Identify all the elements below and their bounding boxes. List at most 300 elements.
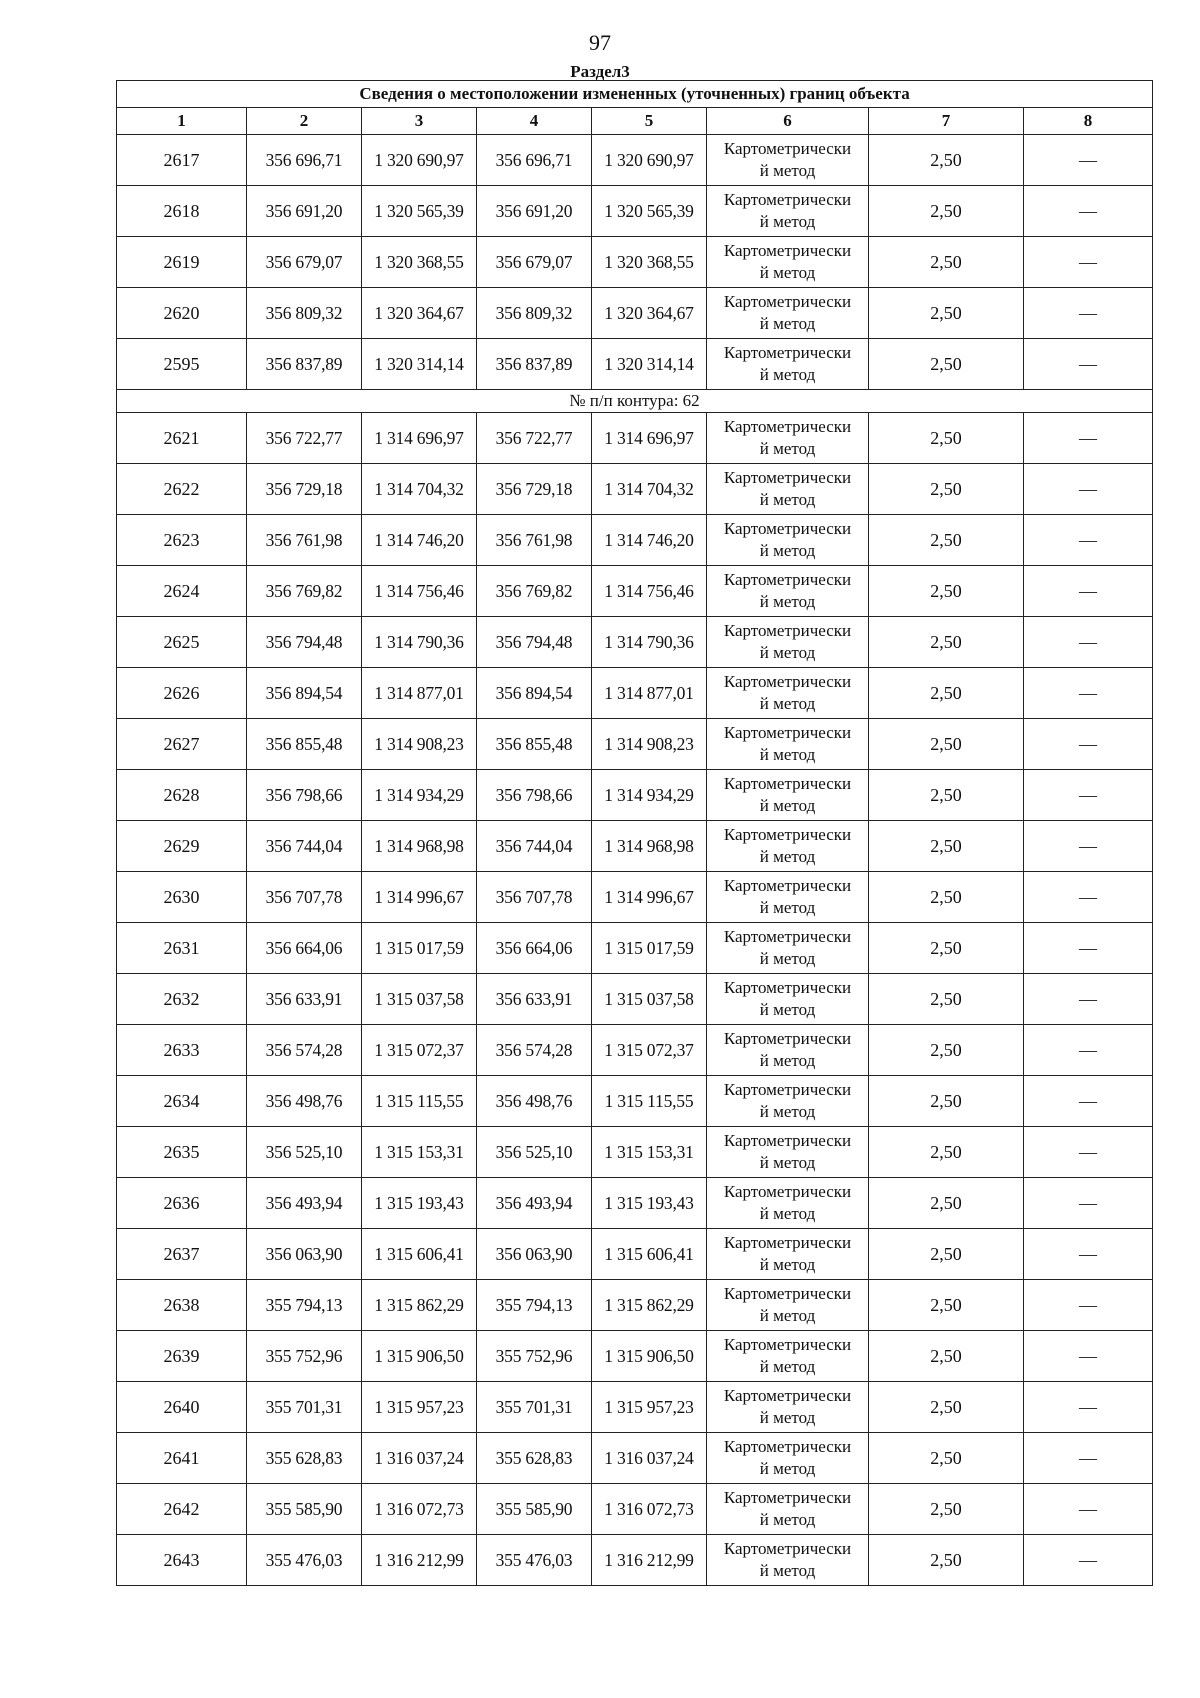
point-number-cell: 2643: [117, 1535, 247, 1586]
method-line: Картометрически: [723, 343, 852, 362]
accuracy-cell: 2,50: [869, 719, 1024, 770]
method-cell: [707, 1382, 869, 1433]
empty-mark-cell: —: [1024, 1484, 1153, 1535]
y-coordinate-cell: 1 314 790,36: [362, 617, 477, 668]
point-number-cell: 2642: [117, 1484, 247, 1535]
point-number-cell: 2623: [117, 515, 247, 566]
method-line: й метод: [759, 1357, 816, 1376]
table-row: [117, 1535, 1153, 1586]
y-coordinate-cell: 1 320 690,97: [592, 135, 707, 186]
point-number-cell: 2624: [117, 566, 247, 617]
y-coordinate-cell: 1 314 877,01: [592, 668, 707, 719]
accuracy-cell: 2,50: [869, 974, 1024, 1025]
point-number-cell: 2627: [117, 719, 247, 770]
method-line: й метод: [759, 1510, 816, 1529]
empty-mark-cell: —: [1024, 1178, 1153, 1229]
point-number-cell: 2637: [117, 1229, 247, 1280]
boundary-coordinates-table: [116, 80, 1153, 1586]
accuracy-cell: 2,50: [869, 515, 1024, 566]
accuracy-cell: 2,50: [869, 288, 1024, 339]
table-row: [117, 413, 1153, 464]
method-cell: [707, 1127, 869, 1178]
accuracy-cell: 2,50: [869, 1127, 1024, 1178]
y-coordinate-cell: 1 316 037,24: [592, 1433, 707, 1484]
x-coordinate-cell: 356 761,98: [247, 515, 362, 566]
point-number-cell: 2636: [117, 1178, 247, 1229]
x-coordinate-cell: 356 679,07: [477, 237, 592, 288]
empty-mark-cell: —: [1024, 1229, 1153, 1280]
method-line: й метод: [759, 365, 816, 384]
x-coordinate-cell: 355 752,96: [477, 1331, 592, 1382]
point-number-cell: 2617: [117, 135, 247, 186]
method-cell: [707, 413, 869, 464]
y-coordinate-cell: 1 316 212,99: [592, 1535, 707, 1586]
x-coordinate-cell: 356 769,82: [247, 566, 362, 617]
x-coordinate-cell: 356 525,10: [247, 1127, 362, 1178]
y-coordinate-cell: 1 315 017,59: [592, 923, 707, 974]
method-cell: [707, 566, 869, 617]
empty-mark-cell: —: [1024, 1382, 1153, 1433]
empty-mark-cell: —: [1024, 821, 1153, 872]
y-coordinate-cell: 1 320 364,67: [362, 288, 477, 339]
x-coordinate-cell: 356 894,54: [477, 668, 592, 719]
point-number-cell: 2621: [117, 413, 247, 464]
point-number-cell: 2634: [117, 1076, 247, 1127]
accuracy-cell: 2,50: [869, 1229, 1024, 1280]
table-row: [117, 288, 1153, 339]
x-coordinate-cell: 355 794,13: [247, 1280, 362, 1331]
table-row: [117, 515, 1153, 566]
y-coordinate-cell: 1 315 037,58: [592, 974, 707, 1025]
y-coordinate-cell: 1 314 877,01: [362, 668, 477, 719]
method-line: й метод: [759, 745, 816, 764]
y-coordinate-cell: 1 314 696,97: [362, 413, 477, 464]
x-coordinate-cell: 356 664,06: [247, 923, 362, 974]
accuracy-cell: 2,50: [869, 1331, 1024, 1382]
accuracy-cell: 2,50: [869, 1484, 1024, 1535]
y-coordinate-cell: 1 314 908,23: [362, 719, 477, 770]
method-cell: [707, 1484, 869, 1535]
point-number-cell: 2618: [117, 186, 247, 237]
empty-mark-cell: —: [1024, 339, 1153, 390]
x-coordinate-cell: 356 696,71: [477, 135, 592, 186]
method-cell: [707, 872, 869, 923]
y-coordinate-cell: 1 315 606,41: [592, 1229, 707, 1280]
method-line: й метод: [759, 1255, 816, 1274]
y-coordinate-cell: 1 314 704,32: [592, 464, 707, 515]
accuracy-cell: 2,50: [869, 617, 1024, 668]
y-coordinate-cell: 1 314 934,29: [362, 770, 477, 821]
point-number-cell: 2635: [117, 1127, 247, 1178]
point-number-cell: 2630: [117, 872, 247, 923]
method-line: й метод: [759, 898, 816, 917]
x-coordinate-cell: 356 837,89: [247, 339, 362, 390]
y-coordinate-cell: 1 315 153,31: [362, 1127, 477, 1178]
method-line: Картометрически: [723, 570, 852, 589]
x-coordinate-cell: 356 809,32: [477, 288, 592, 339]
method-line: й метод: [759, 161, 816, 180]
empty-mark-cell: —: [1024, 923, 1153, 974]
point-number-cell: 2639: [117, 1331, 247, 1382]
table-row: [117, 1127, 1153, 1178]
x-coordinate-cell: 356 722,77: [477, 413, 592, 464]
point-number-cell: 2632: [117, 974, 247, 1025]
method-line: Картометрически: [723, 1080, 852, 1099]
method-line: й метод: [759, 439, 816, 458]
y-coordinate-cell: 1 315 906,50: [592, 1331, 707, 1382]
y-coordinate-cell: 1 314 756,46: [362, 566, 477, 617]
empty-mark-cell: —: [1024, 1331, 1153, 1382]
x-coordinate-cell: 356 493,94: [247, 1178, 362, 1229]
y-coordinate-cell: 1 314 704,32: [362, 464, 477, 515]
table-row: [117, 923, 1153, 974]
x-coordinate-cell: 356 633,91: [247, 974, 362, 1025]
method-line: й метод: [759, 1459, 816, 1478]
accuracy-cell: 2,50: [869, 668, 1024, 719]
table-row: [117, 719, 1153, 770]
x-coordinate-cell: 355 794,13: [477, 1280, 592, 1331]
x-coordinate-cell: 356 063,90: [247, 1229, 362, 1280]
table-row: [117, 1382, 1153, 1433]
accuracy-cell: 2,50: [869, 566, 1024, 617]
y-coordinate-cell: 1 320 368,55: [592, 237, 707, 288]
x-coordinate-cell: 356 707,78: [247, 872, 362, 923]
method-line: й метод: [759, 314, 816, 333]
accuracy-cell: 2,50: [869, 821, 1024, 872]
point-number-cell: 2620: [117, 288, 247, 339]
empty-mark-cell: —: [1024, 770, 1153, 821]
method-line: Картометрически: [723, 774, 852, 793]
method-cell: [707, 1535, 869, 1586]
x-coordinate-cell: 356 664,06: [477, 923, 592, 974]
method-line: й метод: [759, 949, 816, 968]
table-row: [117, 464, 1153, 515]
column-header: 3: [362, 108, 477, 135]
y-coordinate-cell: 1 314 756,46: [592, 566, 707, 617]
y-coordinate-cell: 1 315 037,58: [362, 974, 477, 1025]
method-line: й метод: [759, 643, 816, 662]
x-coordinate-cell: 356 798,66: [247, 770, 362, 821]
method-cell: [707, 1331, 869, 1382]
y-coordinate-cell: 1 314 746,20: [362, 515, 477, 566]
table-row: [117, 1433, 1153, 1484]
empty-mark-cell: —: [1024, 1076, 1153, 1127]
method-line: Картометрически: [723, 1488, 852, 1507]
empty-mark-cell: —: [1024, 186, 1153, 237]
method-line: Картометрически: [723, 1335, 852, 1354]
method-line: й метод: [759, 694, 816, 713]
table-row: [117, 1076, 1153, 1127]
y-coordinate-cell: 1 320 690,97: [362, 135, 477, 186]
accuracy-cell: 2,50: [869, 1280, 1024, 1331]
method-cell: [707, 719, 869, 770]
y-coordinate-cell: 1 315 862,29: [592, 1280, 707, 1331]
column-header-row: [117, 108, 1153, 135]
x-coordinate-cell: 355 476,03: [247, 1535, 362, 1586]
method-line: Картометрически: [723, 292, 852, 311]
x-coordinate-cell: 356 498,76: [247, 1076, 362, 1127]
method-line: й метод: [759, 1051, 816, 1070]
method-line: Картометрически: [723, 190, 852, 209]
method-cell: [707, 237, 869, 288]
y-coordinate-cell: 1 315 606,41: [362, 1229, 477, 1280]
method-cell: [707, 1433, 869, 1484]
method-line: й метод: [759, 1000, 816, 1019]
y-coordinate-cell: 1 320 314,14: [592, 339, 707, 390]
x-coordinate-cell: 355 701,31: [247, 1382, 362, 1433]
empty-mark-cell: —: [1024, 237, 1153, 288]
method-line: й метод: [759, 796, 816, 815]
point-number-cell: 2629: [117, 821, 247, 872]
x-coordinate-cell: 355 752,96: [247, 1331, 362, 1382]
empty-mark-cell: —: [1024, 464, 1153, 515]
column-header: 1: [117, 108, 247, 135]
x-coordinate-cell: 356 574,28: [477, 1025, 592, 1076]
empty-mark-cell: —: [1024, 1433, 1153, 1484]
point-number-cell: 2626: [117, 668, 247, 719]
table-row: [117, 821, 1153, 872]
method-line: Картометрически: [723, 1233, 852, 1252]
column-header: 6: [707, 108, 869, 135]
y-coordinate-cell: 1 315 193,43: [362, 1178, 477, 1229]
method-cell: [707, 617, 869, 668]
x-coordinate-cell: 356 574,28: [247, 1025, 362, 1076]
y-coordinate-cell: 1 315 072,37: [592, 1025, 707, 1076]
x-coordinate-cell: 356 798,66: [477, 770, 592, 821]
x-coordinate-cell: 355 585,90: [477, 1484, 592, 1535]
point-number-cell: 2628: [117, 770, 247, 821]
method-cell: [707, 135, 869, 186]
section-label: Раздел3: [570, 62, 630, 81]
method-cell: [707, 923, 869, 974]
y-coordinate-cell: 1 320 364,67: [592, 288, 707, 339]
method-cell: [707, 339, 869, 390]
y-coordinate-cell: 1 315 017,59: [362, 923, 477, 974]
y-coordinate-cell: 1 316 212,99: [362, 1535, 477, 1586]
y-coordinate-cell: 1 314 996,67: [362, 872, 477, 923]
column-header: 2: [247, 108, 362, 135]
accuracy-cell: 2,50: [869, 1535, 1024, 1586]
table-row: [117, 1280, 1153, 1331]
y-coordinate-cell: 1 320 565,39: [362, 186, 477, 237]
x-coordinate-cell: 356 722,77: [247, 413, 362, 464]
x-coordinate-cell: 356 744,04: [247, 821, 362, 872]
y-coordinate-cell: 1 316 037,24: [362, 1433, 477, 1484]
table-row: [117, 617, 1153, 668]
accuracy-cell: 2,50: [869, 464, 1024, 515]
table-row: [117, 668, 1153, 719]
y-coordinate-cell: 1 314 746,20: [592, 515, 707, 566]
x-coordinate-cell: 355 585,90: [247, 1484, 362, 1535]
accuracy-cell: 2,50: [869, 1382, 1024, 1433]
x-coordinate-cell: 356 761,98: [477, 515, 592, 566]
table-row: [117, 1331, 1153, 1382]
table-row: [117, 1178, 1153, 1229]
table-row: [117, 770, 1153, 821]
accuracy-cell: 2,50: [869, 1178, 1024, 1229]
accuracy-cell: 2,50: [869, 237, 1024, 288]
x-coordinate-cell: 356 493,94: [477, 1178, 592, 1229]
contour-label: № п/п контура: 62: [117, 390, 1153, 413]
accuracy-cell: 2,50: [869, 1025, 1024, 1076]
contour-row: [117, 390, 1153, 413]
y-coordinate-cell: 1 315 957,23: [362, 1382, 477, 1433]
accuracy-cell: 2,50: [869, 135, 1024, 186]
empty-mark-cell: —: [1024, 1025, 1153, 1076]
x-coordinate-cell: 356 794,48: [477, 617, 592, 668]
y-coordinate-cell: 1 314 996,67: [592, 872, 707, 923]
method-cell: [707, 1229, 869, 1280]
point-number-cell: 2595: [117, 339, 247, 390]
method-cell: [707, 515, 869, 566]
y-coordinate-cell: 1 316 072,73: [592, 1484, 707, 1535]
method-line: Картометрически: [723, 139, 852, 158]
method-cell: [707, 1178, 869, 1229]
method-cell: [707, 1025, 869, 1076]
method-cell: [707, 668, 869, 719]
method-line: Картометрически: [723, 1539, 852, 1558]
empty-mark-cell: —: [1024, 1535, 1153, 1586]
x-coordinate-cell: 355 701,31: [477, 1382, 592, 1433]
method-line: й метод: [759, 1306, 816, 1325]
method-line: Картометрически: [723, 672, 852, 691]
y-coordinate-cell: 1 320 314,14: [362, 339, 477, 390]
method-line: й метод: [759, 1153, 816, 1172]
method-cell: [707, 288, 869, 339]
x-coordinate-cell: 356 696,71: [247, 135, 362, 186]
y-coordinate-cell: 1 320 565,39: [592, 186, 707, 237]
column-header: 8: [1024, 108, 1153, 135]
y-coordinate-cell: 1 316 072,73: [362, 1484, 477, 1535]
x-coordinate-cell: 356 498,76: [477, 1076, 592, 1127]
method-line: Картометрически: [723, 1437, 852, 1456]
method-line: й метод: [759, 490, 816, 509]
method-cell: [707, 186, 869, 237]
x-coordinate-cell: 356 691,20: [247, 186, 362, 237]
empty-mark-cell: —: [1024, 515, 1153, 566]
point-number-cell: 2622: [117, 464, 247, 515]
method-cell: [707, 1280, 869, 1331]
method-line: Картометрически: [723, 1182, 852, 1201]
x-coordinate-cell: 356 707,78: [477, 872, 592, 923]
table-row: [117, 872, 1153, 923]
column-header: 4: [477, 108, 592, 135]
table-row: [117, 186, 1153, 237]
y-coordinate-cell: 1 315 862,29: [362, 1280, 477, 1331]
method-line: Картометрически: [723, 241, 852, 260]
empty-mark-cell: —: [1024, 617, 1153, 668]
table-row: [117, 1229, 1153, 1280]
table-row: [117, 566, 1153, 617]
y-coordinate-cell: 1 314 968,98: [362, 821, 477, 872]
column-header: 5: [592, 108, 707, 135]
method-line: Картометрически: [723, 621, 852, 640]
method-cell: [707, 974, 869, 1025]
accuracy-cell: 2,50: [869, 186, 1024, 237]
accuracy-cell: 2,50: [869, 1076, 1024, 1127]
y-coordinate-cell: 1 315 193,43: [592, 1178, 707, 1229]
table-row: [117, 974, 1153, 1025]
method-cell: [707, 821, 869, 872]
accuracy-cell: 2,50: [869, 413, 1024, 464]
x-coordinate-cell: 356 633,91: [477, 974, 592, 1025]
method-line: й метод: [759, 592, 816, 611]
method-line: й метод: [759, 1561, 816, 1580]
empty-mark-cell: —: [1024, 135, 1153, 186]
empty-mark-cell: —: [1024, 974, 1153, 1025]
y-coordinate-cell: 1 314 908,23: [592, 719, 707, 770]
table-row: [117, 135, 1153, 186]
empty-mark-cell: —: [1024, 719, 1153, 770]
accuracy-cell: 2,50: [869, 1433, 1024, 1484]
table-row: [117, 237, 1153, 288]
accuracy-cell: 2,50: [869, 770, 1024, 821]
method-cell: [707, 464, 869, 515]
y-coordinate-cell: 1 315 115,55: [362, 1076, 477, 1127]
x-coordinate-cell: 355 476,03: [477, 1535, 592, 1586]
y-coordinate-cell: 1 315 072,37: [362, 1025, 477, 1076]
table-body: [117, 135, 1153, 1586]
point-number-cell: 2638: [117, 1280, 247, 1331]
x-coordinate-cell: 356 769,82: [477, 566, 592, 617]
point-number-cell: 2641: [117, 1433, 247, 1484]
method-line: Картометрически: [723, 1284, 852, 1303]
point-number-cell: 2633: [117, 1025, 247, 1076]
empty-mark-cell: —: [1024, 1127, 1153, 1178]
x-coordinate-cell: 356 894,54: [247, 668, 362, 719]
point-number-cell: 2640: [117, 1382, 247, 1433]
empty-mark-cell: —: [1024, 413, 1153, 464]
method-line: й метод: [759, 541, 816, 560]
method-line: й метод: [759, 212, 816, 231]
accuracy-cell: 2,50: [869, 339, 1024, 390]
table-row: [117, 339, 1153, 390]
x-coordinate-cell: 356 837,89: [477, 339, 592, 390]
method-line: Картометрически: [723, 978, 852, 997]
x-coordinate-cell: 356 855,48: [247, 719, 362, 770]
x-coordinate-cell: 356 794,48: [247, 617, 362, 668]
method-line: Картометрически: [723, 825, 852, 844]
accuracy-cell: 2,50: [869, 872, 1024, 923]
empty-mark-cell: —: [1024, 668, 1153, 719]
y-coordinate-cell: 1 315 115,55: [592, 1076, 707, 1127]
x-coordinate-cell: 356 809,32: [247, 288, 362, 339]
x-coordinate-cell: 356 525,10: [477, 1127, 592, 1178]
method-line: Картометрически: [723, 417, 852, 436]
y-coordinate-cell: 1 314 934,29: [592, 770, 707, 821]
method-line: Картометрически: [723, 876, 852, 895]
empty-mark-cell: —: [1024, 872, 1153, 923]
x-coordinate-cell: 355 628,83: [477, 1433, 592, 1484]
y-coordinate-cell: 1 314 696,97: [592, 413, 707, 464]
point-number-cell: 2631: [117, 923, 247, 974]
x-coordinate-cell: 356 679,07: [247, 237, 362, 288]
x-coordinate-cell: 356 729,18: [247, 464, 362, 515]
x-coordinate-cell: 355 628,83: [247, 1433, 362, 1484]
table-title-row: [117, 81, 1153, 108]
x-coordinate-cell: 356 855,48: [477, 719, 592, 770]
method-line: й метод: [759, 1408, 816, 1427]
method-line: й метод: [759, 1204, 816, 1223]
accuracy-cell: 2,50: [869, 923, 1024, 974]
table-row: [117, 1025, 1153, 1076]
method-line: й метод: [759, 1102, 816, 1121]
empty-mark-cell: —: [1024, 566, 1153, 617]
method-line: Картометрически: [723, 1029, 852, 1048]
table-title: Сведения о местоположении измененных (уточненных) границ объекта: [117, 81, 1153, 108]
method-line: Картометрически: [723, 468, 852, 487]
y-coordinate-cell: 1 314 968,98: [592, 821, 707, 872]
